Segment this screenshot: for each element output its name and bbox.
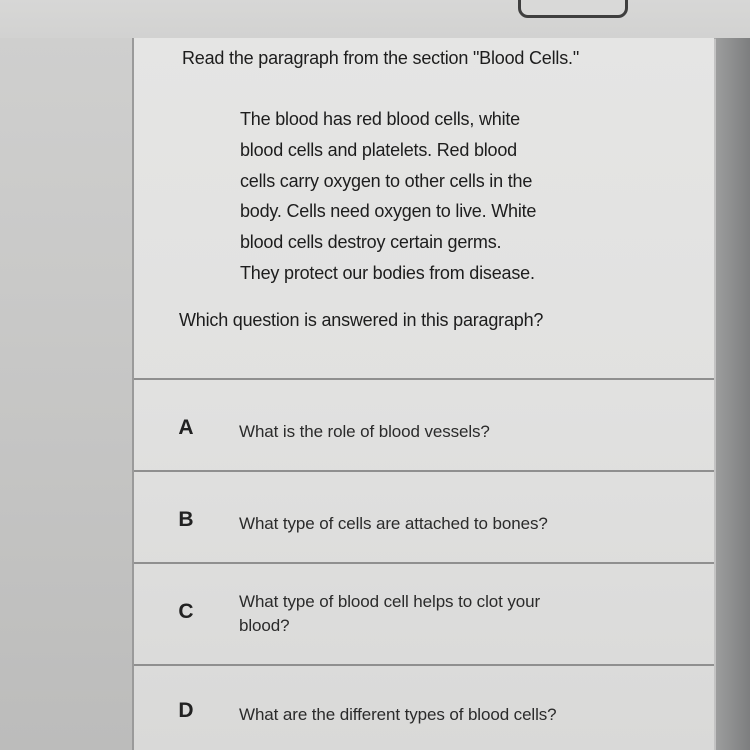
- option-letter: A: [178, 416, 194, 439]
- option-text: [239, 512, 548, 536]
- option-text-line: blood?: [239, 616, 290, 635]
- right-edge: [716, 38, 750, 750]
- option-text-line: What type of cells are attached to bones?: [239, 514, 548, 533]
- option-text-line: What is the role of blood vessels?: [239, 422, 490, 441]
- option-text-line: What are the different types of blood cells?: [239, 705, 557, 724]
- option-text-line: What type of blood cell helps to clot your: [239, 592, 541, 611]
- passage-line: blood cells destroy certain germs.: [240, 232, 502, 253]
- question-text: Which question is answered in this paragraph?: [179, 310, 544, 330]
- answer-option-d[interactable]: [134, 664, 714, 750]
- option-text: [239, 590, 540, 638]
- top-toolbar: [0, 0, 750, 39]
- option-letter: B: [178, 508, 194, 531]
- passage: [240, 104, 536, 289]
- option-letter: C: [178, 600, 194, 623]
- passage-line: body. Cells need oxygen to live. White: [240, 201, 537, 222]
- option-text: [239, 420, 490, 444]
- left-panel: [0, 38, 134, 750]
- question-card: [134, 38, 714, 750]
- toolbar-button[interactable]: [518, 0, 628, 18]
- passage-line: cells carry oxygen to other cells in the: [240, 170, 533, 191]
- answer-option-a[interactable]: [134, 378, 714, 470]
- passage-line: They protect our bodies from disease.: [240, 262, 535, 283]
- passage-line: The blood has red blood cells, white: [240, 109, 520, 129]
- option-text: [239, 703, 557, 727]
- question-prompt: Read the paragraph from the section "Blood Cells.": [182, 48, 580, 68]
- answer-option-b[interactable]: [134, 470, 714, 562]
- option-letter: D: [178, 699, 194, 722]
- answer-option-c[interactable]: [134, 562, 714, 664]
- passage-line: blood cells and platelets. Red blood: [240, 139, 517, 160]
